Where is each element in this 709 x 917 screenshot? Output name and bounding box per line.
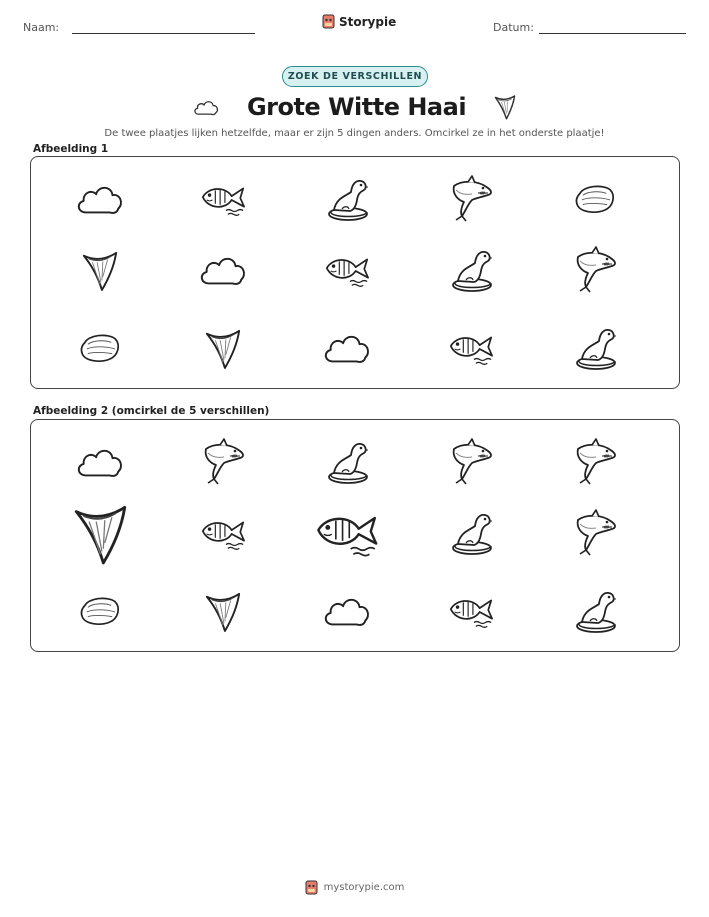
picture2-item-r2c1[interactable]: [72, 500, 129, 566]
activity-badge: ZOEK DE VERSCHILLEN: [282, 66, 428, 87]
fish-icon: [447, 331, 495, 365]
tooth-icon: [81, 248, 119, 292]
instructions: De twee plaatjes lijken hetzelfde, maar er zijn 5 dingen anders. Omcirkel ze in het onderste plaatje!: [104, 128, 605, 139]
seal-icon: [448, 247, 494, 293]
shark-icon: [448, 176, 494, 222]
stone-icon: [574, 184, 616, 214]
fish-icon: [447, 594, 495, 628]
seal-icon: [448, 510, 494, 556]
picture1-item-r3c3[interactable]: [323, 330, 371, 366]
picture2-item-r2c4[interactable]: [448, 510, 494, 556]
picture1-item-r3c1[interactable]: [79, 333, 121, 363]
picture2-item-r3c5[interactable]: [572, 588, 618, 634]
seal-icon: [572, 325, 618, 371]
picture1-item-r1c1[interactable]: [76, 181, 124, 217]
picture2-item-r1c1[interactable]: [76, 444, 124, 480]
fish-icon: [323, 253, 371, 287]
cloud-icon: [199, 252, 247, 288]
tooth-icon: [204, 326, 242, 370]
picture1-item-r2c2[interactable]: [199, 252, 247, 288]
seal-icon: [572, 588, 618, 634]
picture2-item-r1c4[interactable]: [448, 439, 494, 485]
footer: [0, 880, 709, 895]
picture2-item-r3c3[interactable]: [323, 593, 371, 629]
picture2-item-r3c1[interactable]: [79, 596, 121, 626]
name-line[interactable]: [72, 33, 255, 34]
date-line[interactable]: [539, 33, 686, 34]
title-row: [0, 92, 709, 122]
picture2-item-r3c2[interactable]: [204, 589, 242, 633]
stone-icon: [79, 333, 121, 363]
picture1-item-r2c4[interactable]: [448, 247, 494, 293]
storypie-logo: [322, 14, 396, 29]
picture2-item-r1c5[interactable]: [572, 439, 618, 485]
logo-text: Storypie: [339, 14, 397, 29]
picture1-item-r3c4[interactable]: [447, 331, 495, 365]
tooth-icon: [204, 589, 242, 633]
picture1-panel[interactable]: [30, 156, 680, 389]
cloud-icon: [193, 97, 219, 117]
picture2-item-r2c2[interactable]: [199, 516, 247, 550]
picture1-item-r1c4[interactable]: [448, 176, 494, 222]
seal-icon: [324, 439, 370, 485]
picture2-item-r2c3[interactable]: [313, 509, 380, 557]
date-label: Datum:: [493, 21, 534, 34]
picture1-item-r1c3[interactable]: [324, 176, 370, 222]
fish-icon: [313, 509, 380, 557]
shark-icon: [572, 439, 618, 485]
picture1-item-r3c2[interactable]: [204, 326, 242, 370]
tooth-icon: [494, 93, 516, 121]
fish-icon: [199, 516, 247, 550]
name-label: Naam:: [23, 21, 60, 34]
picture2-item-r1c3[interactable]: [324, 439, 370, 485]
cloud-icon: [76, 181, 124, 217]
picture1-item-r2c3[interactable]: [323, 253, 371, 287]
picture2-panel[interactable]: [30, 419, 680, 652]
storypie-mascot-icon: [305, 880, 318, 895]
footer-site: mystorypie.com: [323, 882, 405, 893]
cloud-icon: [323, 330, 371, 366]
tooth-icon: [72, 500, 129, 566]
shark-icon: [448, 439, 494, 485]
picture2-item-r2c5[interactable]: [572, 510, 618, 556]
shark-icon: [200, 439, 246, 485]
picture1-label: Afbeelding 1: [33, 143, 109, 155]
page-title: Grote Witte Haai: [246, 93, 467, 121]
picture1-item-r3c5[interactable]: [572, 325, 618, 371]
cloud-icon: [76, 444, 124, 480]
storypie-mascot-icon: [322, 14, 335, 29]
picture2-label: Afbeelding 2 (omcirkel de 5 verschillen): [33, 405, 270, 417]
picture2-item-r3c4[interactable]: [447, 594, 495, 628]
stone-icon: [79, 596, 121, 626]
picture2-item-r1c2[interactable]: [200, 439, 246, 485]
shark-icon: [572, 510, 618, 556]
fish-icon: [199, 182, 247, 216]
picture1-item-r1c5[interactable]: [574, 184, 616, 214]
seal-icon: [324, 176, 370, 222]
picture1-item-r1c2[interactable]: [199, 182, 247, 216]
cloud-icon: [323, 593, 371, 629]
picture1-item-r2c1[interactable]: [81, 248, 119, 292]
shark-icon: [572, 247, 618, 293]
picture1-item-r2c5[interactable]: [572, 247, 618, 293]
